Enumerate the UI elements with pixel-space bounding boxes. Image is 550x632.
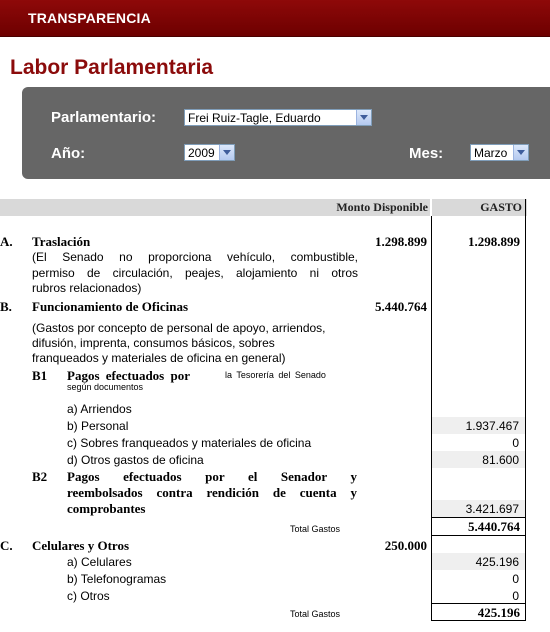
b1-small-1: la Tesorería del Senado (225, 370, 326, 380)
b-item-value: 81.600 (482, 453, 519, 467)
anio-label: Año: (51, 145, 86, 162)
filter-panel (22, 87, 550, 179)
section-a-letter: A. (0, 234, 13, 249)
page-title: Labor Parlamentaria (10, 56, 214, 79)
section-b-letter: B. (0, 299, 12, 314)
top-bar (0, 0, 550, 37)
anio-value: 2009 (188, 146, 215, 160)
parlamentario-value: Frei Ruiz-Tagle, Eduardo (188, 111, 321, 125)
mes-value: Marzo (474, 146, 508, 160)
total-separator (432, 517, 526, 518)
section-a-desc-line-1: (El Senado no proporciona vehículo, combustible, (32, 250, 358, 264)
c-item-label: a) Celulares (67, 555, 132, 569)
b-item-label: a) Arriendos (67, 402, 132, 416)
b2-line-2: reembolsados contra rendición de cuenta y (67, 485, 357, 500)
section-b-monto: 5.440.764 (375, 299, 427, 314)
b-item-label: d) Otros gastos de oficina (67, 453, 204, 467)
section-a-desc-line-2: permiso de circulación, peajes, alojamiento ni otros (32, 266, 358, 280)
c-item-label: b) Telefonogramas (67, 572, 167, 586)
b2-code: B2 (32, 469, 48, 484)
section-c-letter: C. (0, 538, 13, 553)
b2-line-3: comprobantes (67, 501, 146, 516)
section-b-title: Funcionamiento de Oficinas (32, 299, 189, 314)
parlamentario-select[interactable] (184, 109, 372, 126)
b1-code: B1 (32, 368, 48, 383)
b-total-label: Total Gastos (290, 524, 341, 534)
chevron-down-icon (219, 145, 234, 160)
b1-title: Pagos efectuados por (67, 368, 190, 383)
section-c-title: Celulares y Otros (32, 538, 130, 553)
total-separator (432, 535, 526, 536)
c-item-value: 0 (512, 572, 519, 586)
total-separator (432, 620, 526, 621)
header-title: TRANSPARENCIA (28, 10, 151, 26)
b-item-value: 0 (512, 436, 519, 450)
chevron-down-icon (513, 145, 528, 160)
section-a-desc-line-3: rubros relacionados) (32, 281, 142, 295)
c-total-value: 425.196 (477, 605, 520, 620)
col-monto-header: Monto Disponible (336, 200, 428, 214)
mes-select[interactable] (470, 144, 529, 161)
table-right-border (525, 199, 526, 621)
parlamentario-label: Parlamentario: (51, 109, 157, 126)
section-b-desc-line-2: difusión, imprenta, consumos básicos, sobres (32, 336, 275, 350)
b2-line-1: Pagos efectuados por el Senador y (67, 469, 357, 484)
table-header-right (432, 199, 527, 216)
chevron-down-icon (356, 110, 371, 125)
col-gasto-header: GASTO (480, 200, 522, 214)
section-b-desc-line-3: franqueados y materiales de oficina en general) (32, 351, 286, 365)
anio-select[interactable] (184, 144, 235, 161)
c-item-value: 0 (512, 589, 519, 603)
b2-value: 3.421.697 (465, 502, 519, 516)
total-separator (432, 603, 526, 604)
section-a-gasto: 1.298.899 (468, 234, 520, 249)
section-a-title: Traslación (32, 234, 91, 249)
b-item-value: 1.937.467 (465, 419, 519, 433)
c-item-label: c) Otros (67, 589, 110, 603)
b-total-value: 5.440.764 (468, 519, 520, 534)
b-item-label: b) Personal (67, 419, 129, 433)
section-b-desc-line-1: (Gastos por concepto de personal de apoyo, arriendos, (32, 321, 326, 335)
mes-label: Mes: (409, 145, 444, 162)
b-item-label: c) Sobres franqueados y materiales de oficina (67, 436, 312, 450)
c-item-value: 425.196 (475, 555, 519, 569)
b1-small-2: según documentos (67, 382, 144, 392)
section-a-monto: 1.298.899 (375, 234, 427, 249)
table-header-left (0, 199, 430, 216)
section-c-monto: 250.000 (384, 538, 427, 553)
c-total-label: Total Gastos (290, 609, 341, 619)
